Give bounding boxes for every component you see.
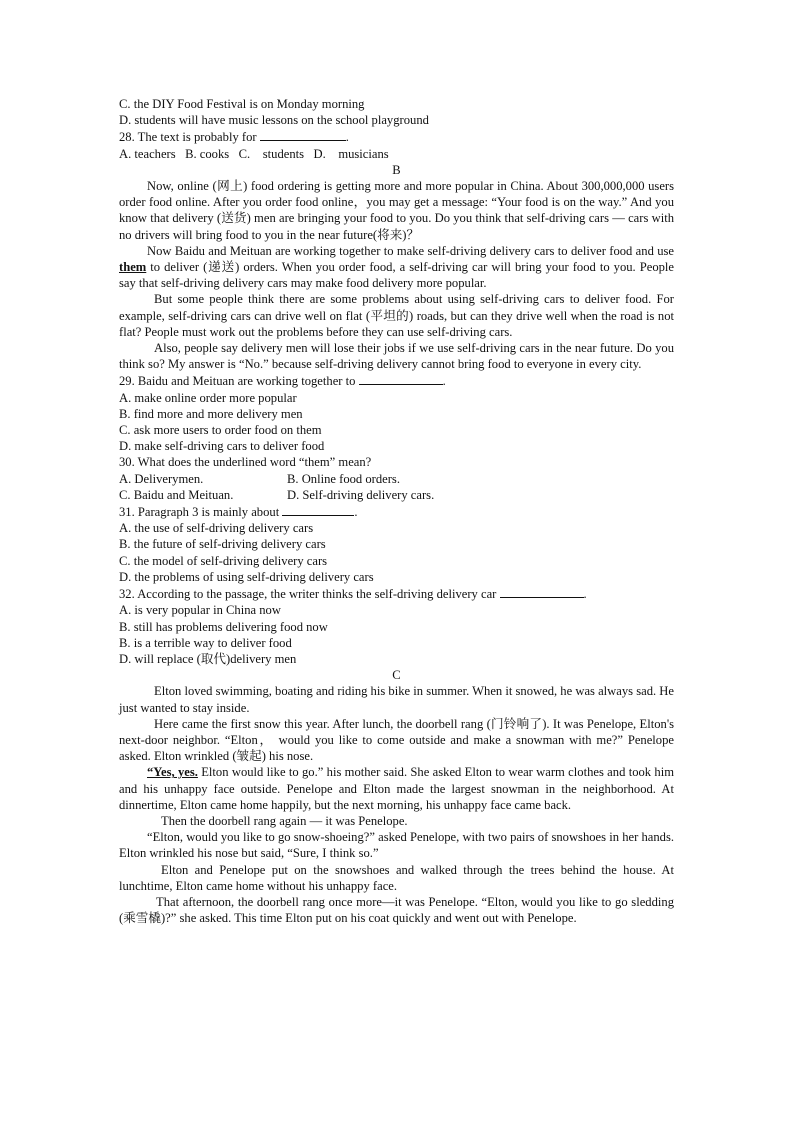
q31-option-a: A. the use of self-driving delivery cars xyxy=(119,521,314,536)
q29-stem-end: . xyxy=(442,374,446,389)
underlined-word-them: them xyxy=(119,260,147,275)
passage-c-paragraph-6: Elton and Penelope put on the snowshoes and walked through the trees behind the house. At lunchtime, Elton came home without his unhappy face. xyxy=(119,862,674,893)
q29-option-c: C. ask more users to order food on them xyxy=(119,423,322,438)
q28-stem-end: . xyxy=(345,130,349,145)
q29-option-a: A. make online order more popular xyxy=(119,390,297,405)
q32-option-b: B. still has problems delivering food now xyxy=(119,619,328,634)
q29-stem xyxy=(119,372,674,389)
q31-stem xyxy=(119,503,674,520)
passage-c-paragraph-7: That afternoon, the doorbell rang once more—it was Penelope. “Elton, would you like to go sledding (乘雪橇)?” she asked. This time Elton put on his coat quickly and went out with Penelope. xyxy=(119,894,674,926)
answer-blank xyxy=(260,128,346,141)
q29-option-b: B. find more and more delivery men xyxy=(119,406,303,421)
q31-stem-text: 31. Paragraph 3 is mainly about xyxy=(119,505,280,520)
document-page xyxy=(119,96,674,926)
passage-c-paragraph-1: Elton loved swimming, boating and riding his bike in summer. When it snowed, he was always sad. He just wanted to stay inside. xyxy=(119,684,674,715)
q30-stem: 30. What does the underlined word “them” mean? xyxy=(119,455,372,470)
passage-c-paragraph-3-rest: Elton would like to go.” his mother said. She asked Elton to wear warm clothes and took him and his unhappy face outside. Penelope and Elton made the largest snowman in the neighborhood. At dinnertime, Elton came home happily, but the next morning, his unhappy face came back. xyxy=(119,765,674,812)
answer-blank xyxy=(500,585,584,598)
q28-stem xyxy=(119,128,674,145)
q30-option-a: A. Deliverymen. xyxy=(119,471,204,486)
q32-stem-text: 32. According to the passage, the writer thinks the self-driving delivery car xyxy=(119,587,497,602)
passage-b-paragraph-1: Now, online (网上) food ordering is getting more and more popular in China. About 300,000,000 users order food online. After you order food online，you may get a message: “Your food is on the way.” And you know that delivery (送货) men are bringing your food to you. Do you think that self-driving cars — cars with no drivers will bring food to you in the near future(将来)？ xyxy=(119,179,674,242)
q30-options-row-2 xyxy=(119,487,674,503)
q31-option-d: D. the problems of using self-driving delivery cars xyxy=(119,569,374,584)
q28-stem-text: 28. The text is probably for xyxy=(119,130,257,145)
q27-option-c: C. the DIY Food Festival is on Monday morning xyxy=(119,97,365,111)
passage-c-paragraph-4: Then the doorbell rang again — it was Penelope. xyxy=(161,813,408,828)
q30-options-row-1 xyxy=(119,471,674,487)
passage-b-paragraph-2-part-2: to deliver (递送) orders. When you order food, a self-driving car will bring your food to you. People say that self-driving delivery cars may make food delivery more popular. xyxy=(119,260,674,291)
passage-b-paragraph-2 xyxy=(119,243,674,292)
q30-option-d: D. Self-driving delivery cars. xyxy=(287,487,435,502)
q31-option-c: C. the model of self-driving delivery cars xyxy=(119,553,328,568)
passage-c-letter: C xyxy=(392,668,401,683)
passage-b-paragraph-3: But some people think there are some problems about using self-driving cars to deliver food. For example, self-driving cars can drive well on flat (平坦的) roads, but can they drive well when the road is not flat? People must work out the problems before they can use self-driving cars. xyxy=(119,292,674,339)
q28-options: A. teachers B. cooks C. students D. musicians xyxy=(119,146,389,161)
q32-stem xyxy=(119,585,674,602)
answer-blank xyxy=(359,372,443,385)
bold-underlined-phrase: “Yes, yes. xyxy=(147,765,198,780)
q27-option-d: D. students will have music lessons on the school playground xyxy=(119,113,429,128)
passage-c-paragraph-3 xyxy=(119,764,674,813)
q30-option-c: C. Baidu and Meituan. xyxy=(119,487,234,502)
q32-option-b-duplicate: B. is a terrible way to deliver food xyxy=(119,635,292,650)
q30-option-b: B. Online food orders. xyxy=(287,471,400,486)
passage-c-paragraph-5: “Elton, would you like to go snow-shoeing?” asked Penelope, with two pairs of snowshoes in her hands. Elton wrinkled his nose but said, “Sure, I think so.” xyxy=(119,830,674,861)
passage-c-paragraph-2: Here came the first snow this year. After lunch, the doorbell rang (门铃响了). It was Penelope, Elton's next-door neighbor. “Elton， would you like to come outside and make a snowman with me?” Penelope asked. Elton wrinkled (皱起) his nose. xyxy=(119,716,674,764)
q31-stem-end: . xyxy=(354,505,358,520)
passage-b-paragraph-4: Also, people say delivery men will lose their jobs if we use self-driving cars in the near future. Do you think so? My answer is “No.” because self-driving delivery cannot bring food to everyone in every city. xyxy=(119,341,674,372)
q29-option-d: D. make self-driving cars to deliver food xyxy=(119,439,325,454)
passage-b-paragraph-2-part-1: Now Baidu and Meituan are working together to make self-driving delivery cars to deliver food and use xyxy=(147,243,674,258)
q32-stem-end: . xyxy=(583,587,587,602)
passage-b-letter: B xyxy=(392,162,401,177)
q32-option-a: A. is very popular in China now xyxy=(119,603,281,618)
q31-option-b: B. the future of self-driving delivery cars xyxy=(119,537,326,552)
answer-blank xyxy=(282,503,354,516)
q29-stem-text: 29. Baidu and Meituan are working together to xyxy=(119,374,356,389)
q32-option-d: D. will replace (取代)delivery men xyxy=(119,651,297,666)
